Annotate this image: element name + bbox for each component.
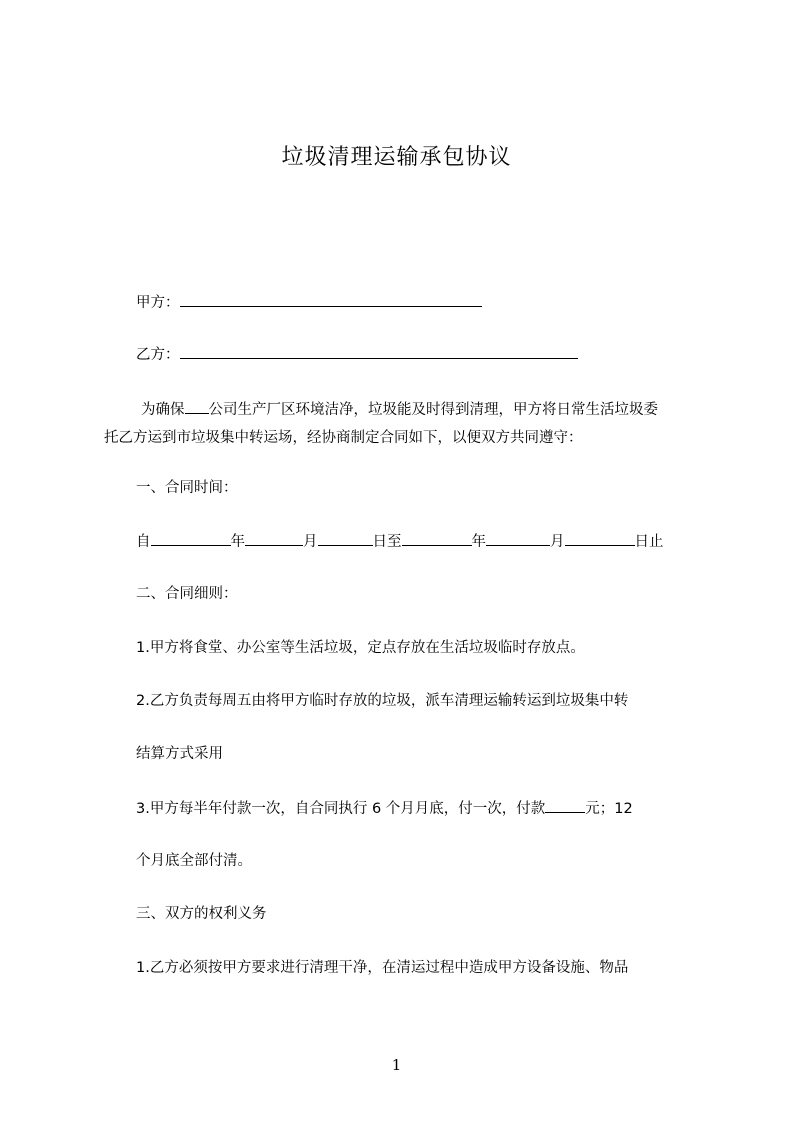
start-month-blank[interactable] (245, 531, 303, 546)
year-label: 年 (230, 534, 245, 550)
day-end-label: 日止 (634, 534, 664, 550)
end-day-blank[interactable] (565, 531, 635, 546)
clause-3-1: 1.乙方必须按甲方要求进行清理干净，在清运过程中造成甲方设备设施、物品 (136, 960, 629, 976)
intro-text-pre: 为确保 (141, 402, 185, 418)
party-a-label: 甲方： (136, 295, 180, 311)
payment-amount-blank[interactable] (545, 798, 585, 813)
section3-heading: 三、双方的权利义务 (136, 906, 267, 922)
party-b-label: 乙方： (136, 347, 180, 363)
clause-2-3 (136, 798, 633, 819)
settlement-method: 结算方式采用 (136, 746, 223, 762)
intro-paragraph-line2: 托乙方运到市垃圾集中转运场，经协商制定合同如下，以便双方共同遵守： (104, 430, 583, 446)
contract-date-range (136, 531, 664, 552)
party-b-blank[interactable] (180, 344, 578, 359)
clause-2-3-text-post: 元；12 (585, 801, 633, 817)
start-day-blank[interactable] (318, 531, 373, 546)
intro-paragraph-line1 (141, 399, 658, 420)
start-year-blank[interactable] (151, 531, 231, 546)
clause-2-2: 2.乙方负责每周五由将甲方临时存放的垃圾，派车清理运输转运到垃圾集中转 (136, 693, 629, 709)
end-month-blank[interactable] (486, 531, 550, 546)
date-from-label: 自 (136, 534, 151, 550)
day-to-label: 日至 (372, 534, 402, 550)
month-label: 月 (550, 534, 565, 550)
party-a-blank[interactable] (180, 292, 482, 307)
clause-2-3-text: 3.甲方每半年付款一次，自合同执行 6 个月月底，付一次，付款 (136, 801, 546, 817)
document-title: 垃圾清理运输承包协议 (281, 145, 512, 170)
end-year-blank[interactable] (402, 531, 472, 546)
section1-heading: 一、合同时间： (136, 480, 238, 496)
year-label: 年 (471, 534, 486, 550)
company-blank[interactable] (185, 399, 209, 414)
party-b-line (136, 344, 578, 365)
intro-text-post: 公司生产厂区环境洁净，垃圾能及时得到清理，甲方将日常生活垃圾委 (208, 402, 658, 418)
clause-2-1: 1.甲方将食堂、办公室等生活垃圾，定点存放在生活垃圾临时存放点。 (136, 640, 585, 656)
section2-heading: 二、合同细则： (136, 586, 238, 602)
page-number: 1 (391, 1056, 402, 1074)
party-a-line (136, 292, 482, 313)
month-label: 月 (303, 534, 318, 550)
clause-2-3-continued: 个月底全部付清。 (136, 853, 252, 869)
